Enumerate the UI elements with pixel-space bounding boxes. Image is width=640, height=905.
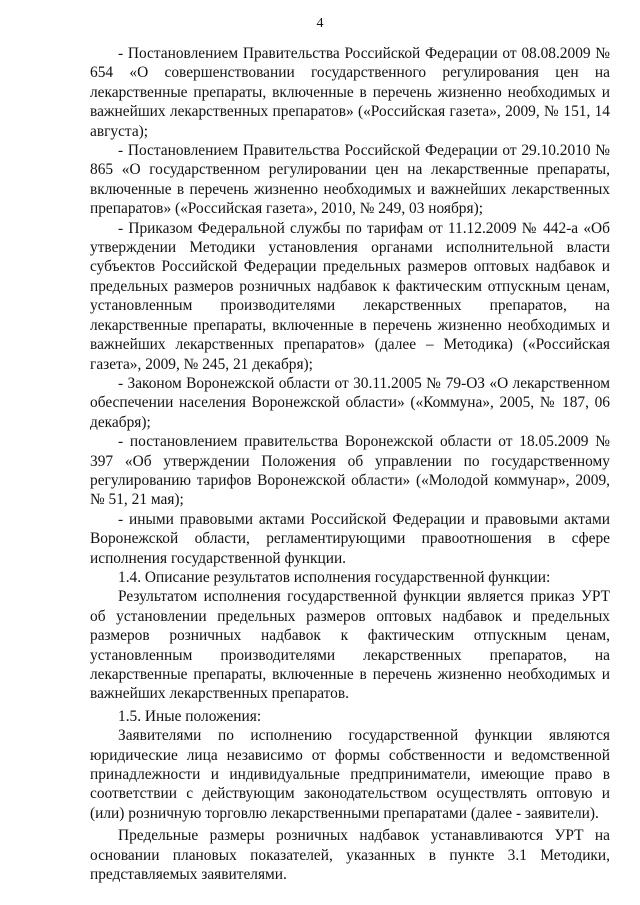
paragraph-law-79-oz: - Законом Воронежской области от 30.11.2005 № 79-ОЗ «О лекарственном обеспечении населения Воронежской области» («Коммуна», 2005, № 187, 06 декабря); — [90, 374, 610, 431]
section-heading-1-5: 1.5. Иные положения: — [118, 707, 262, 725]
page-number: 4 — [316, 16, 324, 31]
paragraph-decree-654: - Постановлением Правительства Российской Федерации от 08.08.2009 № 654 «О совершенствовании государственного регулирования цен на лекарственные препараты, включенные в перечень жизненно необходимых и важнейших лекарственных препаратов» («Российская газета», 2009, № 151, 14 августа); — [90, 45, 610, 140]
paragraph-other-acts: - иными правовыми актами Российской Федерации и правовыми актами Воронежской области, регламентирующими правоотношения в сфере исполнения государственной функции. — [90, 510, 610, 567]
paragraph-results: Результатом исполнения государственной функции является приказ УРТ об установлении предельных размеров оптовых надбавок и предельных размеров розничных надбавок к фактическим отпускным ценам, установленным производителями лекарственных препаратов, на лекарственные препараты, включенные в перечень жизненно необходимых и важнейших лекарственных препаратов. — [90, 588, 610, 703]
paragraph-decree-865: - Постановлением Правительства Российской Федерации от 29.10.2010 № 865 «О государственном регулировании цен на лекарственные препараты, включенные в перечень жизненно необходимых и важнейших лекарственных препаратов» («Российская газета», 2010, № 249, 03 ноября); — [90, 142, 610, 218]
paragraph-retail-markups: Предельные размеры розничных надбавок устанавливаются УРТ на основании плановых показателей, указанных в пункте 3.1 Методики, представляемых заявителями. — [90, 827, 610, 884]
paragraph-applicants: Заявителями по исполнению государственной функции являются юридические лица независимо от формы собственности и ведомственной принадлежности и индивидуальные предприниматели, имеющие право в соответствии с действующим законодательством осуществлять оптовую и (или) розничную торговлю лекарственными препаратами (далее - заявители). — [90, 727, 610, 822]
paragraph-order-442a: - Приказом Федеральной службы по тарифам от 11.12.2009 № 442-а «Об утверждении Методики установления органами исполнительной власти субъектов Российской Федерации предельных размеров оптовых надбавок и предельных размеров розничных надбавок к фактическим отпускным ценам, установленным производителями лекарственных препаратов, на лекарственные препараты, включенные в перечень жизненно необходимых и важнейших лекарственных препаратов» (далее – Методика) («Российская газета», 2009, № 245, 21 декабря); — [90, 219, 610, 373]
document-body — [90, 44, 610, 884]
section-heading-1-4: 1.4. Описание результатов исполнения государственной функции: — [118, 568, 551, 586]
paragraph-resolution-397: - постановлением правительства Воронежской области от 18.05.2009 № 397 «Об утверждении Положения об управлении по государственному регулированию тарифов Воронежской области» («Молодой коммунар», 2009, № 51, 21 мая); — [90, 433, 610, 509]
